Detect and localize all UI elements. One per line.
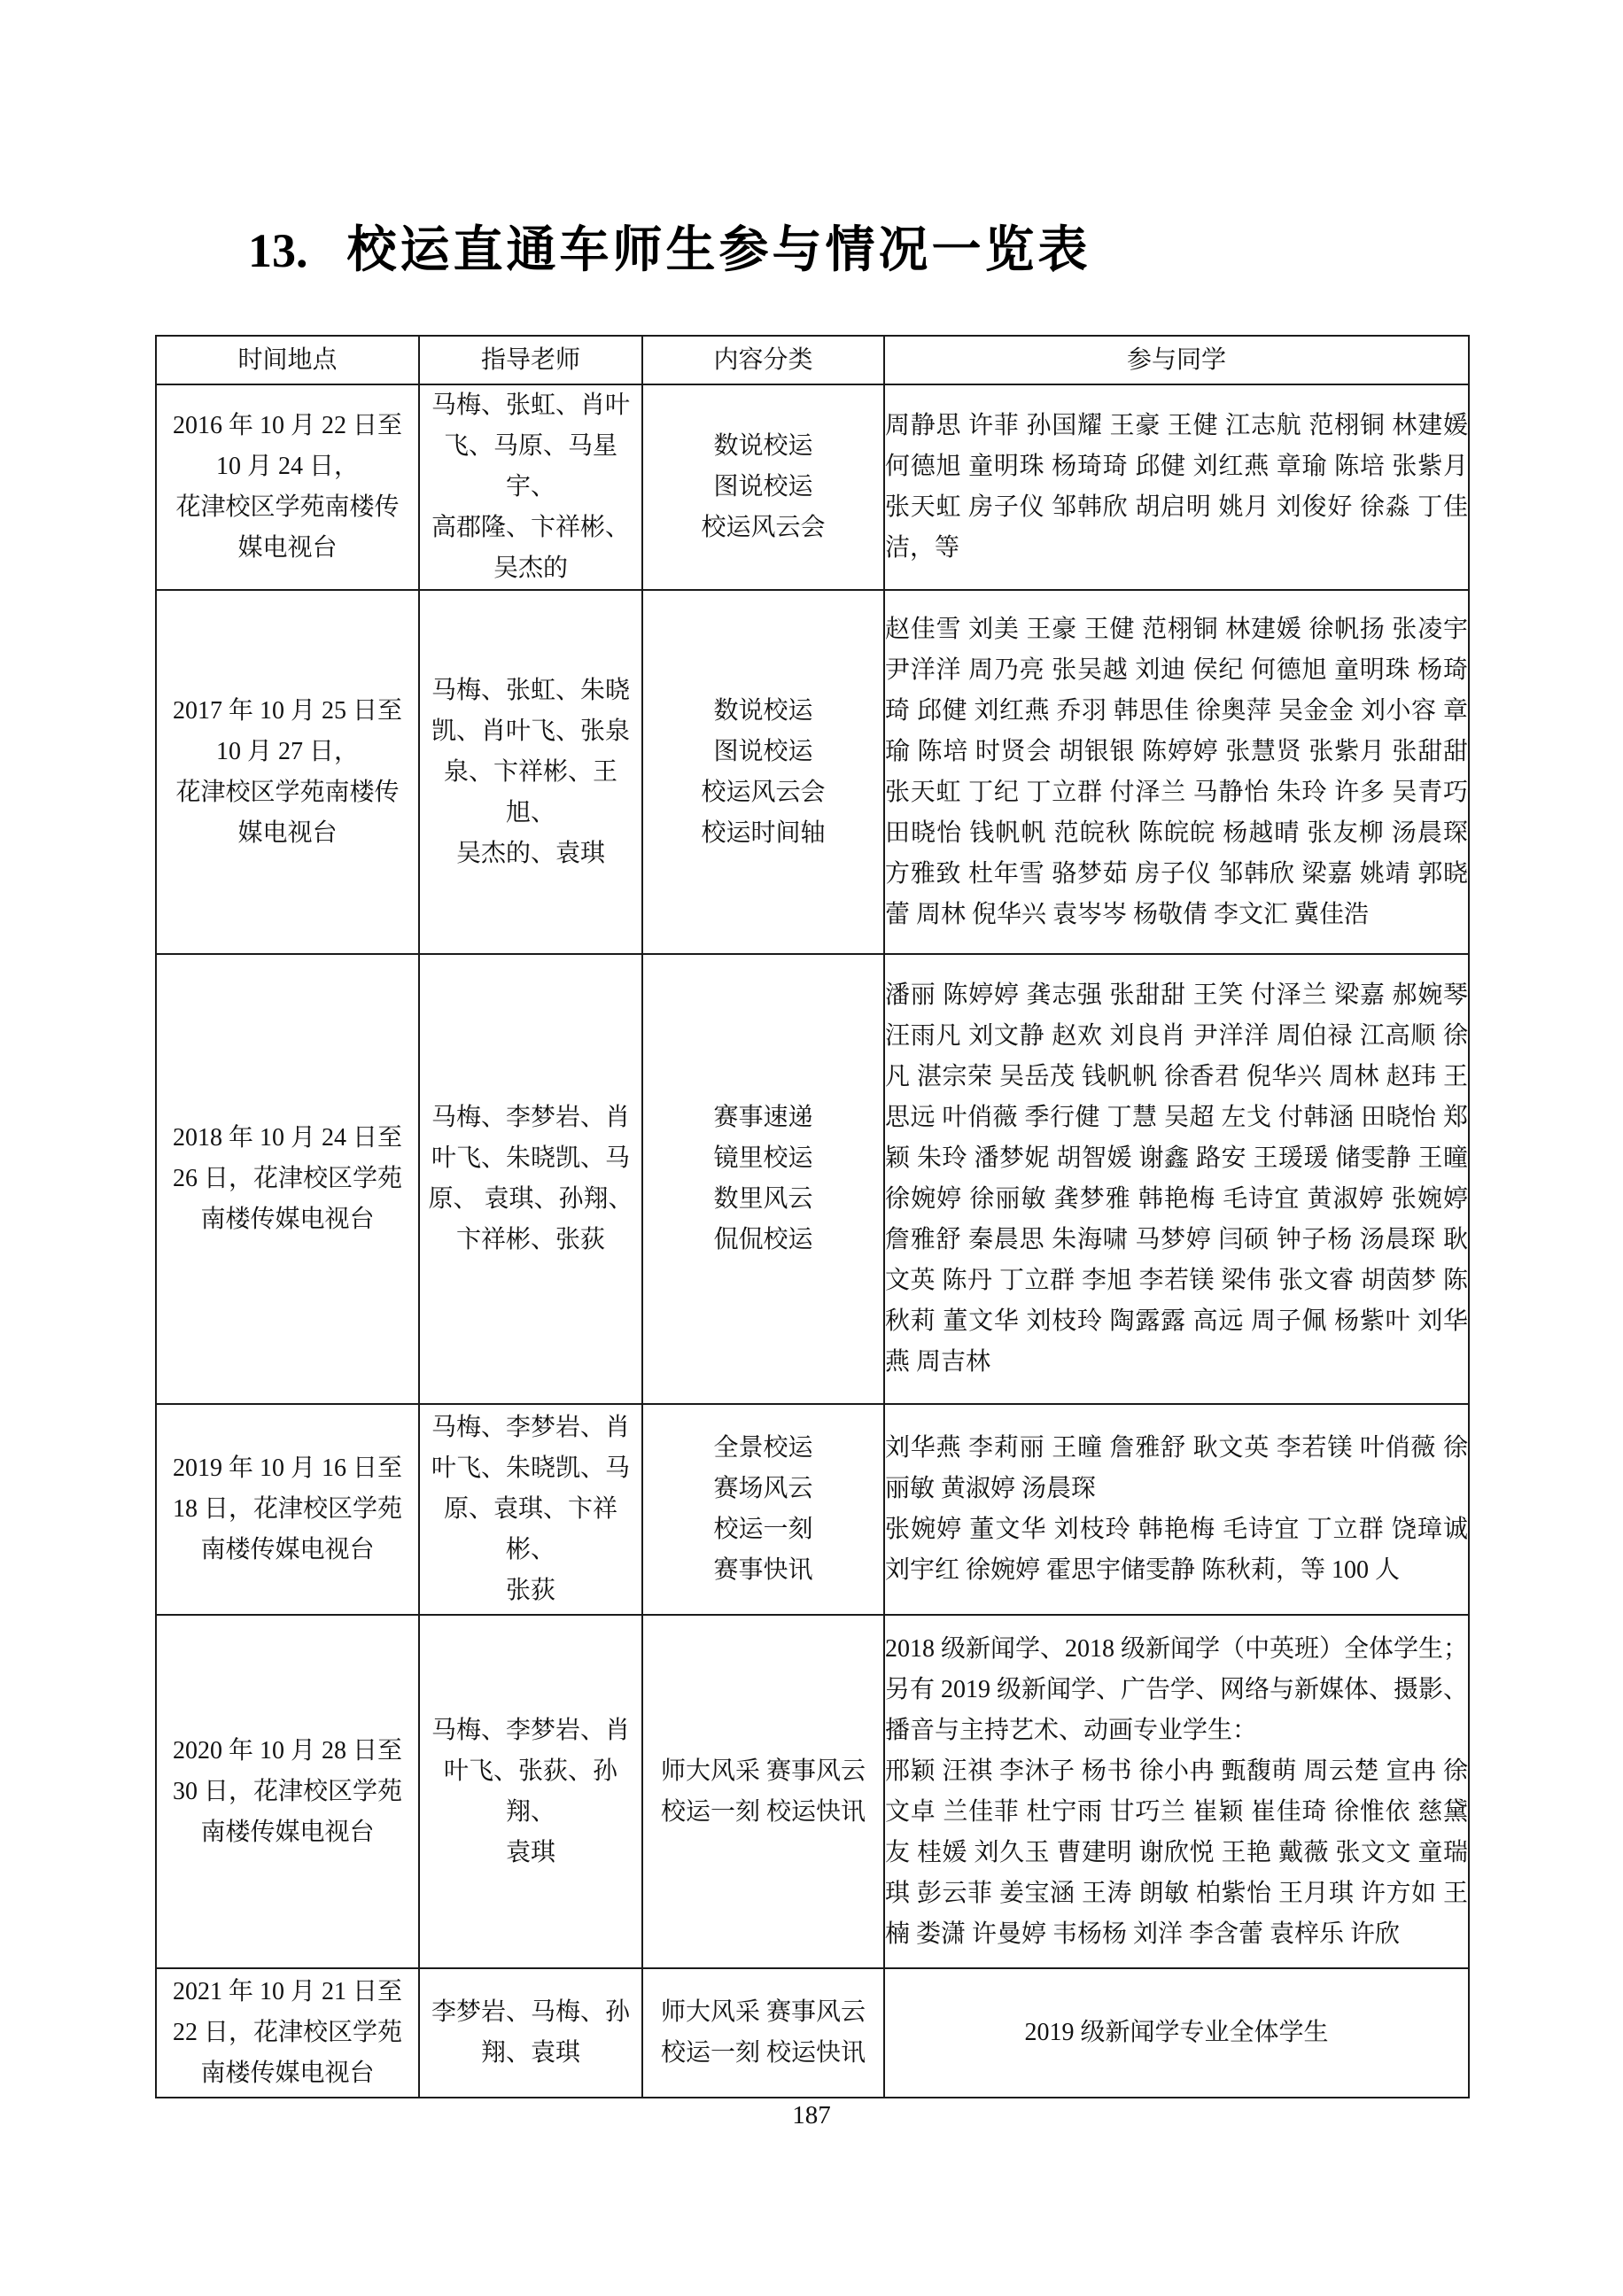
time-place-cell: 2021 年 10 月 21 日至 22 日，花津校区学苑 南楼传媒电视台: [156, 1968, 419, 2098]
time-place-cell: 2020 年 10 月 28 日至 30 日，花津校区学苑 南楼传媒电视台: [156, 1615, 419, 1968]
table-row-2021: [156, 1968, 1469, 2098]
categories-cell: 师大风采 赛事风云 校运一刻 校运快讯: [642, 1615, 884, 1968]
time-place-cell: 2018 年 10 月 24 日至 26 日，花津校区学苑 南楼传媒电视台: [156, 954, 419, 1404]
page-number: 187: [792, 2101, 831, 2129]
time-place-cell: 2019 年 10 月 16 日至 18 日，花津校区学苑 南楼传媒电视台: [156, 1404, 419, 1615]
time-place-cell: 2017 年 10 月 25 日至 10 月 27 日， 花津校区学苑南楼传 媒电视台: [156, 590, 419, 954]
table-row-2020: [156, 1615, 1469, 1968]
participants-cell: 2019 级新闻学专业全体学生: [884, 1968, 1469, 2098]
categories-cell: 数说校运 图说校运 校运风云会: [642, 384, 884, 590]
participants-cell: 周静思 许菲 孙国耀 王豪 王健 江志航 范栩铜 林建媛 何德旭 童明珠 杨琦琦 邱健 刘红燕 章瑜 陈培 张紫月 张天虹 房子仪 邹韩欣 胡启明 姚月 刘俊好 徐淼 丁佳洁，等: [884, 384, 1469, 590]
teachers-cell: 马梅、张虹、朱晓 凯、肖叶飞、张泉 泉、卞祥彬、王旭、 吴杰的、袁琪: [419, 590, 642, 954]
header-categories: 内容分类: [642, 336, 884, 384]
participants-cell: 刘华燕 李莉丽 王曈 詹雅舒 耿文英 李若镁 叶俏薇 徐丽敏 黄淑婷 汤晨琛 张婉婷 董文华 刘枝玲 韩艳梅 毛诗宜 丁立群 饶璋诚 刘宇红 徐婉婷 霍思宇储雯静 陈秋莉，等 100 人: [884, 1404, 1469, 1615]
teachers-cell: 马梅、李梦岩、肖 叶飞、张荻、孙翔、 袁琪: [419, 1615, 642, 1968]
categories-cell: 赛事速递 镜里校运 数里风云 侃侃校运: [642, 954, 884, 1404]
categories-cell: 师大风采 赛事风云 校运一刻 校运快讯: [642, 1968, 884, 2098]
page-title: [248, 211, 1091, 282]
participants-cell: 潘丽 陈婷婷 龚志强 张甜甜 王笑 付泽兰 梁嘉 郝婉琴 汪雨凡 刘文静 赵欢 刘良肖 尹洋洋 周伯禄 江高顺 徐凡 湛宗荣 吴岳茂 钱帆帆 徐香君 倪华兴 周林 赵玮 王思远 叶俏薇 季行健 丁慧 吴超 左戈 付韩涵 田晓怡 郑颖 朱玲 潘梦妮 胡智媛 谢鑫 路安 王瑗瑗 储雯静 王曈 徐婉婷 徐丽敏 龚梦雅 韩艳梅 毛诗宜 黄淑婷 张婉婷 詹雅舒 秦晨思 朱海啸 马梦婷 闫硕 钟子杨 汤晨琛 耿文英 陈丹 丁立群 李旭 李若镁 梁伟 张文睿 胡茵梦 陈秋莉 董文华 刘枝玲 陶露露 高远 周子佩 杨紫叶 刘华燕 周吉林: [884, 954, 1469, 1404]
teachers-cell: 马梅、李梦岩、肖 叶飞、朱晓凯、马 原、 袁琪、孙翔、 卞祥彬、张荻: [419, 954, 642, 1404]
teachers-cell: 李梦岩、马梅、孙 翔、袁琪: [419, 1968, 642, 2098]
categories-cell: 全景校运 赛场风云 校运一刻 赛事快讯: [642, 1404, 884, 1615]
teachers-cell: 马梅、李梦岩、肖 叶飞、朱晓凯、马 原、袁琪、卞祥彬、 张荻: [419, 1404, 642, 1615]
table-row-2019: [156, 1404, 1469, 1615]
participants-cell: 2018 级新闻学、2018 级新闻学（中英班）全体学生； 另有 2019 级新闻学、广告学、网络与新媒体、摄影、播音与主持艺术、动画专业学生： 邢颖 汪祺 李沐子 杨书 徐小冉 甄馥萌 周云楚 宣冉 徐文卓 兰佳菲 杜宁雨 甘巧兰 崔颖 崔佳琦 徐惟依 慈黛友 桂媛 刘久玉 曹建明 谢欣悦 王艳 戴薇 张文文 童瑞琪 彭云菲 姜宝涵 王涛 朗敏 柏紫怡 王月琪 许方如 王楠 娄潇 许曼婷 韦杨杨 刘洋 李含蕾 袁梓乐 许欣: [884, 1615, 1469, 1968]
table-row-2017: [156, 590, 1469, 954]
participation-table: [155, 335, 1470, 2098]
header-teachers: 指导老师: [419, 336, 642, 384]
table-row-2018: [156, 954, 1469, 1404]
participants-cell: 赵佳雪 刘美 王豪 王健 范栩铜 林建媛 徐帆扬 张凌宇 尹洋洋 周乃亮 张吴越 刘迪 侯纪 何德旭 童明珠 杨琦琦 邱健 刘红燕 乔羽 韩思佳 徐奥萍 吴金金 刘小容 章瑜 陈培 时贤会 胡银银 陈婷婷 张慧贤 张紫月 张甜甜 张天虹 丁纪 丁立群 付泽兰 马静怡 朱玲 许多 吴青巧 田晓怡 钱帆帆 范皖秋 陈皖皖 杨越晴 张友柳 汤晨琛 方雅致 杜年雪 骆梦茹 房子仪 邹韩欣 梁嘉 姚靖 郭晓蕾 周林 倪华兴 袁岑岑 杨敬倩 李文汇 冀佳浩: [884, 590, 1469, 954]
page-title-text: 校运直通车师生参与情况一览表: [346, 221, 1091, 277]
header-time-place: 时间地点: [156, 336, 419, 384]
header-row: [156, 336, 1469, 384]
time-place-cell: 2016 年 10 月 22 日至 10 月 24 日， 花津校区学苑南楼传 媒电视台: [156, 384, 419, 590]
categories-cell: 数说校运 图说校运 校运风云会 校运时间轴: [642, 590, 884, 954]
teachers-cell: 马梅、张虹、肖叶 飞、马原、马星宇、 高郡隆、卞祥彬、 吴杰的: [419, 384, 642, 590]
header-participants: 参与同学: [884, 336, 1469, 384]
table-row-2016: [156, 384, 1469, 590]
page-title-number: 13.: [248, 224, 308, 277]
